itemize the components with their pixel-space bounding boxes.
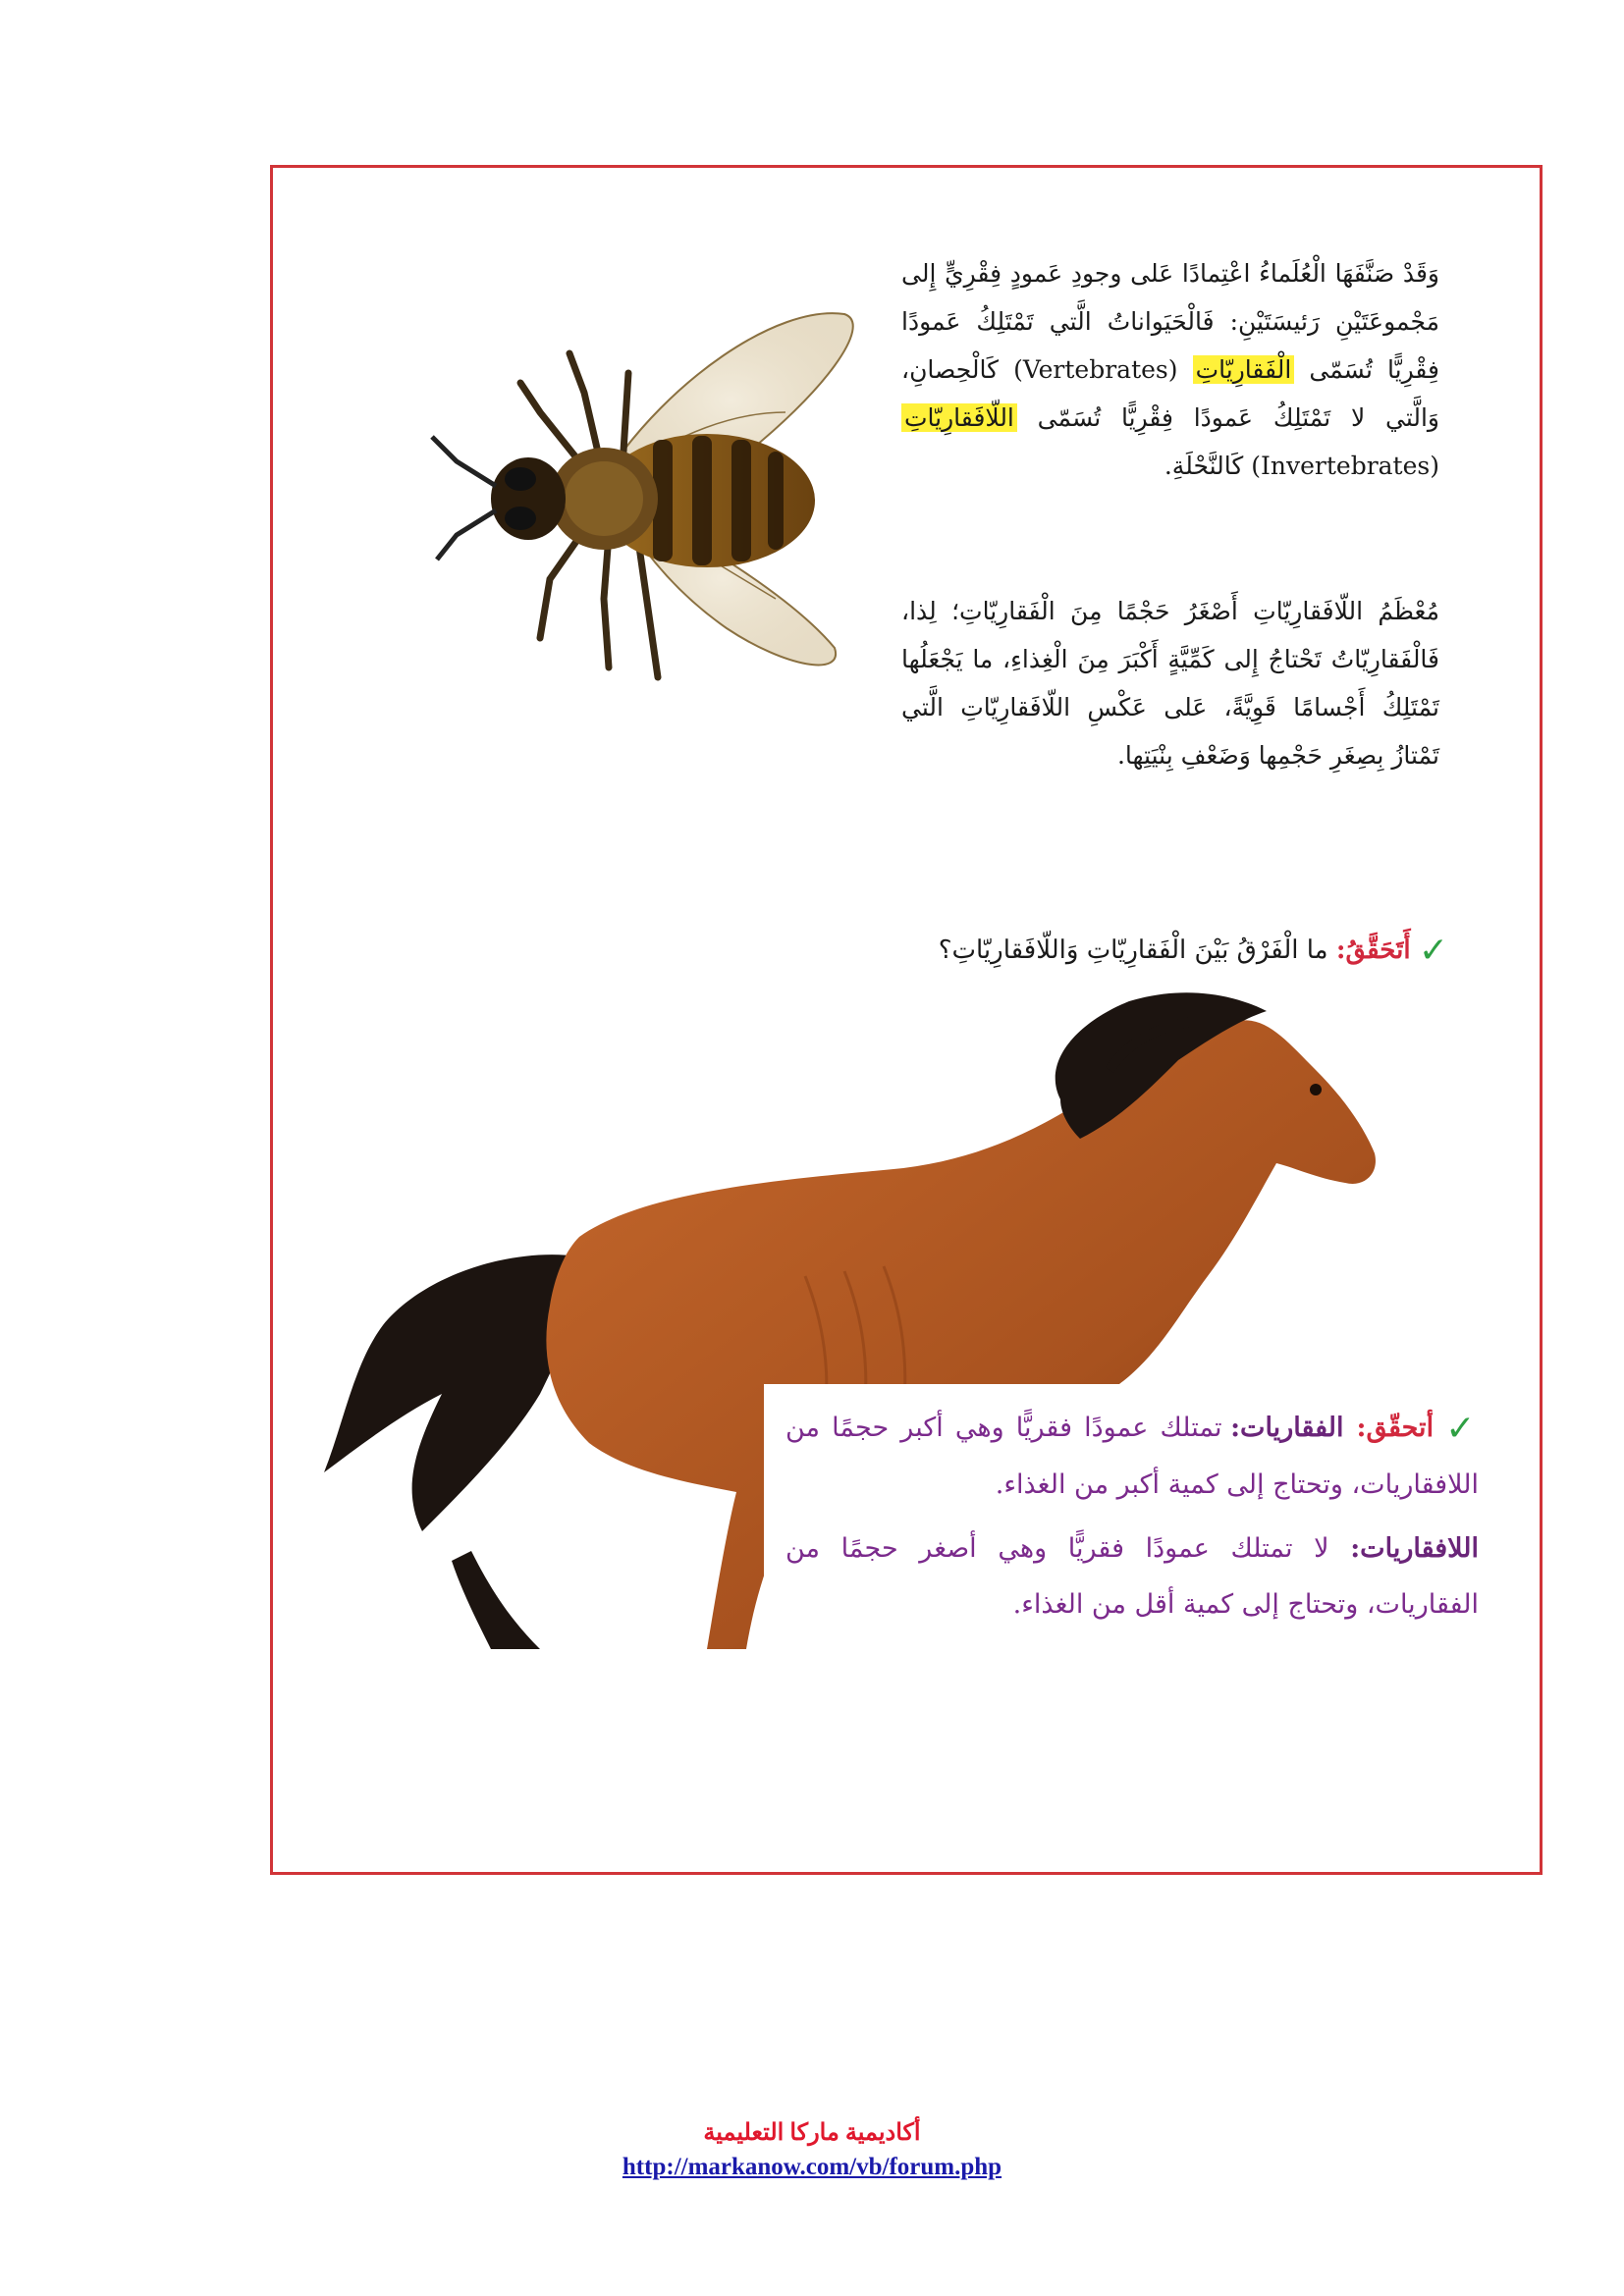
checkmark-icon: ✓	[1418, 931, 1448, 971]
checkmark-icon: ✓	[1445, 1409, 1479, 1449]
paragraph-size-comparison: مُعْظَمُ اللّافَقارِيّاتِ أَصْغَرُ حَجْمًا مِنَ الْفَقارِيّاتِ؛ لِذا، فَالْفَقارِيّاتُ تَحْتاجُ إِلى كَمِّيَّةٍ أَكْبَرَ مِنَ الْغِذاءِ، ما يَجْعَلُها تَمْتَلِكُ أَجْسامًا قَوِيَّةً، عَلى عَكْسِ اللّافَقارِيّاتِ الَّتي تَمْتازُ بِصِغَرِ حَجْمِها وَضَعْفِ بِنْيَتِها.	[901, 597, 1439, 770]
answer-invertebrates: اللافقاريات: لا تمتلك عمودًا فقريًّا وهي أصغر حجمًا من الفقاريات، وتحتاج إلى كمية أقل من الغذاء.	[785, 1533, 1479, 1620]
answer-vertebrates: ✓ أتحقّق: الفقاريات: تمتلك عمودًا فقريًّا وهي أكبر حجمًا من اللافقاريات، وتحتاج إلى كمية أكبر من الغذاء.	[785, 1409, 1479, 1500]
footer-link[interactable]: http://markanow.com/vb/forum.php	[622, 2154, 1002, 2180]
check-question	[771, 931, 1448, 971]
highlight-vertebrates: الْفَقارِيّاتِ	[1193, 355, 1295, 384]
footer-academy: أكاديمية ماركا التعليمية	[703, 2120, 921, 2146]
answer-check-label: أتحقّق:	[1356, 1413, 1435, 1443]
paragraph-classification: وَقَدْ صَنَّفَهَا الْعُلَماءُ اعْتِمادًا عَلى وجودِ عَمودٍ فِقْرِيٍّ إِلى مَجْموعَتَيْنِ رَئيسَتَيْنِ: فَالْحَيَواناتُ الَّتي تَمْتَلِكُ عَمودًا فِقْرِيًّا تُسَمّى الْفَقارِيّاتِ (Vertebrates) كَالْحِصانِ، وَالَّتي لا تَمْتَلِكُ عَمودًا فِقْرِيًّا تُسَمّى اللّافَقارِيّاتِ (Invertebrates) كَالنَّحْلَةِ.	[901, 259, 1439, 480]
answer-box	[764, 1384, 1510, 1860]
check-question-text: ما الْفَرْقُ بَيْنَ الْفَقارِيّاتِ وَاللّافَقارِيّاتِ؟	[938, 935, 1336, 965]
highlight-invertebrates: اللّافَقارِيّاتِ	[901, 403, 1017, 432]
bee-image	[412, 265, 884, 766]
check-label: أَتَحَقَّقُ:	[1335, 935, 1411, 965]
